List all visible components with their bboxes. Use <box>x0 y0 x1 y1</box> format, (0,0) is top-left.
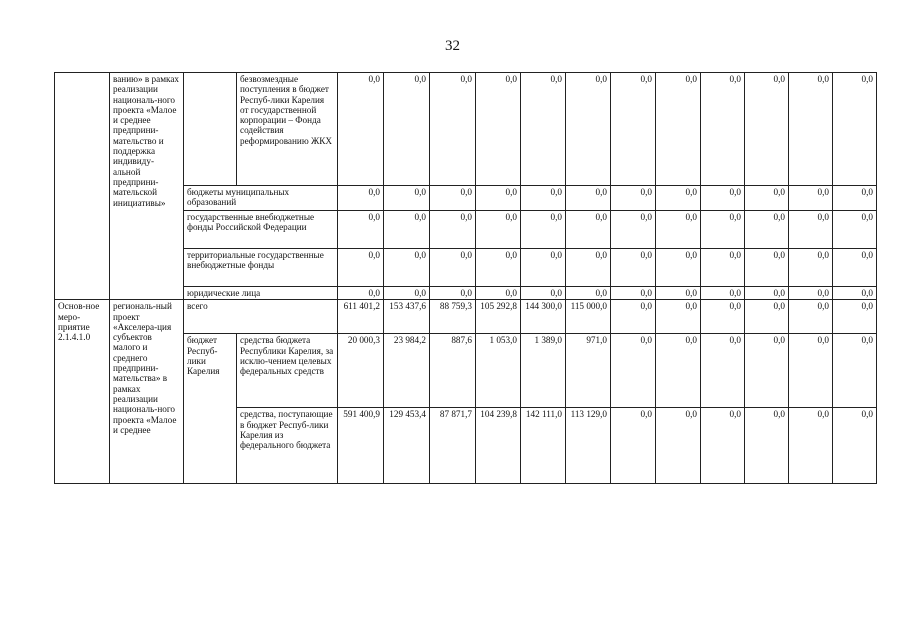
source-label: безвозмездные поступления в бюджет Респуб-лики Карелия от государственной корпорации – Фонда содействия реформированию ЖКХ <box>237 73 338 186</box>
value-cell: 0,0 <box>701 73 745 186</box>
value-cell: 0,0 <box>521 73 566 186</box>
value-cell: 0,0 <box>789 287 833 300</box>
value-cell: 153 437,6 <box>384 300 430 334</box>
value-cell: 0,0 <box>701 249 745 287</box>
value-cell: 0,0 <box>611 408 656 484</box>
value-cell: 0,0 <box>338 287 384 300</box>
value-cell: 104 239,8 <box>476 408 521 484</box>
value-cell: 129 453,4 <box>384 408 430 484</box>
source-label: средства, поступающие в бюджет Респуб-лики Карелия из федерального бюджета <box>237 408 338 484</box>
value-cell: 0,0 <box>701 408 745 484</box>
value-cell: 0,0 <box>745 287 789 300</box>
source-group-cell: бюджет Респуб-лики Карелия <box>184 334 237 484</box>
value-cell: 0,0 <box>611 211 656 249</box>
value-cell: 0,0 <box>384 287 430 300</box>
activity-name-cell: ванию» в рамках реализации националь-ного проекта «Малое и среднее предприни-мательство и поддержка индивиду-альной предприни-мательской инициативы» <box>110 73 184 300</box>
source-label: средства бюджета Республики Карелия, за исклю-чением целевых федеральных средств <box>237 334 338 408</box>
budget-table <box>54 72 877 484</box>
value-cell: 0,0 <box>833 287 877 300</box>
value-cell: 0,0 <box>745 334 789 408</box>
value-cell: 0,0 <box>701 211 745 249</box>
value-cell: 0,0 <box>789 300 833 334</box>
value-cell: 0,0 <box>384 73 430 186</box>
value-cell: 0,0 <box>384 249 430 287</box>
value-cell: 23 984,2 <box>384 334 430 408</box>
value-cell: 0,0 <box>745 300 789 334</box>
value-cell: 0,0 <box>833 334 877 408</box>
value-cell: 0,0 <box>789 186 833 211</box>
value-cell: 0,0 <box>701 300 745 334</box>
value-cell: 0,0 <box>789 73 833 186</box>
source-label: всего <box>184 300 338 334</box>
value-cell: 0,0 <box>476 211 521 249</box>
value-cell: 0,0 <box>789 334 833 408</box>
value-cell: 0,0 <box>745 211 789 249</box>
value-cell: 0,0 <box>611 186 656 211</box>
value-cell: 0,0 <box>521 186 566 211</box>
value-cell: 0,0 <box>789 211 833 249</box>
status-cell <box>55 73 110 300</box>
value-cell: 0,0 <box>430 249 476 287</box>
value-cell: 0,0 <box>656 73 701 186</box>
value-cell: 0,0 <box>338 73 384 186</box>
source-label: юридические лица <box>184 287 338 300</box>
value-cell: 0,0 <box>566 287 611 300</box>
value-cell: 0,0 <box>701 287 745 300</box>
value-cell: 0,0 <box>338 186 384 211</box>
value-cell: 0,0 <box>476 73 521 186</box>
value-cell: 0,0 <box>521 287 566 300</box>
value-cell: 0,0 <box>745 249 789 287</box>
value-cell: 0,0 <box>384 186 430 211</box>
source-label: государственные внебюджетные фонды Российской Федерации <box>184 211 338 249</box>
value-cell: 0,0 <box>430 186 476 211</box>
value-cell: 0,0 <box>476 249 521 287</box>
value-cell: 0,0 <box>833 211 877 249</box>
value-cell: 0,0 <box>745 186 789 211</box>
page-number: 32 <box>445 38 460 54</box>
value-cell: 0,0 <box>833 186 877 211</box>
value-cell: 0,0 <box>521 211 566 249</box>
value-cell: 0,0 <box>476 186 521 211</box>
value-cell: 0,0 <box>566 73 611 186</box>
value-cell: 0,0 <box>521 249 566 287</box>
value-cell: 0,0 <box>611 73 656 186</box>
value-cell: 0,0 <box>476 287 521 300</box>
value-cell: 0,0 <box>745 73 789 186</box>
table-row <box>55 73 877 186</box>
value-cell: 144 300,0 <box>521 300 566 334</box>
value-cell: 0,0 <box>656 300 701 334</box>
value-cell: 0,0 <box>656 334 701 408</box>
value-cell: 0,0 <box>789 249 833 287</box>
value-cell: 0,0 <box>338 211 384 249</box>
value-cell: 0,0 <box>833 408 877 484</box>
source-group-cell <box>184 73 237 186</box>
value-cell: 0,0 <box>833 249 877 287</box>
value-cell: 0,0 <box>611 300 656 334</box>
value-cell: 0,0 <box>566 186 611 211</box>
value-cell: 0,0 <box>656 408 701 484</box>
source-label: бюджеты муниципальных образований <box>184 186 338 211</box>
value-cell: 1 053,0 <box>476 334 521 408</box>
value-cell: 105 292,8 <box>476 300 521 334</box>
value-cell: 971,0 <box>566 334 611 408</box>
value-cell: 0,0 <box>611 334 656 408</box>
value-cell: 0,0 <box>430 287 476 300</box>
status-cell: Основ-ное меро-приятие 2.1.4.1.0 <box>55 300 110 484</box>
value-cell: 0,0 <box>789 408 833 484</box>
value-cell: 0,0 <box>656 249 701 287</box>
value-cell: 0,0 <box>566 211 611 249</box>
activity-name-cell: региональ-ный проект «Акселера-ция субъектов малого и среднего предприни-мательства» в рамках реализации националь-ного проекта «Малое и среднее <box>110 300 184 484</box>
value-cell: 591 400,9 <box>338 408 384 484</box>
value-cell: 0,0 <box>384 211 430 249</box>
value-cell: 0,0 <box>656 211 701 249</box>
value-cell: 0,0 <box>833 73 877 186</box>
value-cell: 87 871,7 <box>430 408 476 484</box>
value-cell: 0,0 <box>338 249 384 287</box>
value-cell: 0,0 <box>430 73 476 186</box>
value-cell: 0,0 <box>833 300 877 334</box>
value-cell: 0,0 <box>745 408 789 484</box>
value-cell: 113 129,0 <box>566 408 611 484</box>
value-cell: 1 389,0 <box>521 334 566 408</box>
value-cell: 0,0 <box>656 186 701 211</box>
value-cell: 88 759,3 <box>430 300 476 334</box>
value-cell: 0,0 <box>611 249 656 287</box>
value-cell: 115 000,0 <box>566 300 611 334</box>
value-cell: 142 111,0 <box>521 408 566 484</box>
value-cell: 0,0 <box>430 211 476 249</box>
value-cell: 887,6 <box>430 334 476 408</box>
value-cell: 0,0 <box>656 287 701 300</box>
source-label: территориальные государственные внебюджетные фонды <box>184 249 338 287</box>
table-row <box>55 300 877 334</box>
value-cell: 611 401,2 <box>338 300 384 334</box>
value-cell: 0,0 <box>611 287 656 300</box>
value-cell: 0,0 <box>701 186 745 211</box>
value-cell: 0,0 <box>701 334 745 408</box>
value-cell: 20 000,3 <box>338 334 384 408</box>
value-cell: 0,0 <box>566 249 611 287</box>
